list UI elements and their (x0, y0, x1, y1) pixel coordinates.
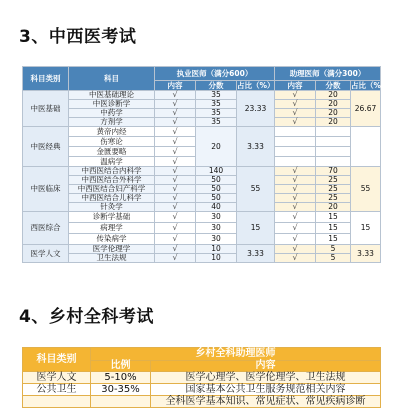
header-content: 内容 (151, 361, 381, 372)
asst-score: 20 (316, 203, 351, 212)
asst-score: 15 (316, 234, 351, 245)
subject-cell: 中西医结合妇产科学 (69, 185, 155, 194)
doc-percent: 23.33 (237, 91, 275, 127)
asst-percent: 26.67 (351, 91, 381, 127)
doc-percent: 55 (237, 167, 275, 212)
doc-score: 10 (196, 245, 237, 254)
asst-score: 20 (316, 100, 351, 109)
doc-score: 20 (196, 127, 237, 167)
header-assistant: 助理医师（满分300） (275, 67, 381, 81)
header-doc-content: 内容 (155, 81, 196, 91)
content-cell: 全科医学基本知识、常见症状、常见疾病诊断 (151, 396, 381, 408)
header-doc-percent: 占比（%） (237, 80, 275, 90)
doc-percent: 15 (237, 212, 275, 245)
asst-percent: 55 (351, 167, 381, 212)
asst-check: √ (275, 118, 316, 127)
subject-cell: 黄帝内经 (69, 127, 155, 137)
header-doctor: 执业医师（满分600） (155, 67, 275, 81)
section-3-heading: 3、中西医考试 (19, 27, 137, 47)
asst-score: 5 (316, 254, 351, 263)
doc-score: 50 (196, 176, 237, 185)
asst-check: √ (275, 254, 316, 263)
subject-cell: 温病学 (69, 157, 155, 167)
doc-check: √ (155, 223, 196, 234)
asst-percent: 15 (351, 212, 381, 245)
category-cell: 西医综合 (23, 212, 69, 245)
doc-score: 40 (196, 203, 237, 212)
asst-empty (316, 127, 351, 137)
content-cell: 国家基本公共卫生服务规范相关内容 (151, 384, 381, 396)
header-asst-score: 分数 (316, 81, 351, 91)
doc-score: 35 (196, 91, 237, 100)
asst-score: 25 (316, 176, 351, 185)
category-cell: 医学人文 (23, 372, 91, 384)
asst-empty (351, 127, 381, 167)
doc-check: √ (155, 254, 196, 263)
content-cell: 医学心理学、医学伦理学、卫生法规 (151, 372, 381, 384)
subject-cell: 中医诊断学 (69, 100, 155, 109)
doc-score: 50 (196, 194, 237, 203)
asst-score: 20 (316, 118, 351, 127)
doc-percent: 3.33 (237, 127, 275, 167)
doc-check: √ (155, 109, 196, 118)
doc-check: √ (155, 127, 196, 137)
doc-check: √ (155, 100, 196, 109)
doc-score: 10 (196, 254, 237, 263)
doc-score: 30 (196, 234, 237, 245)
asst-check: √ (275, 100, 316, 109)
exam-table-rural (22, 347, 381, 408)
header-group-title: 乡村全科助理医师 (91, 348, 381, 361)
doc-score: 35 (196, 118, 237, 127)
header-ratio: 比例 (91, 361, 151, 372)
subject-cell: 诊断学基础 (69, 212, 155, 223)
asst-check: √ (275, 91, 316, 100)
asst-empty (316, 147, 351, 157)
doc-score: 50 (196, 185, 237, 194)
header-category: 科目类别 (23, 348, 91, 372)
doc-score: 30 (196, 212, 237, 223)
doc-check: √ (155, 118, 196, 127)
asst-score: 25 (316, 194, 351, 203)
doc-check: √ (155, 212, 196, 223)
asst-score: 20 (316, 91, 351, 100)
subject-cell: 伤寒论 (69, 137, 155, 147)
asst-score: 25 (316, 185, 351, 194)
subject-cell: 金匮要略 (69, 147, 155, 157)
doc-check: √ (155, 234, 196, 245)
doc-check: √ (155, 147, 196, 157)
subject-cell: 中西医结合外科学 (69, 176, 155, 185)
subject-cell: 中药学 (69, 109, 155, 118)
category-cell: 中医临床 (23, 167, 69, 212)
asst-empty (275, 137, 316, 147)
asst-empty (316, 137, 351, 147)
header-subject: 科目 (69, 67, 155, 91)
ratio-cell: 30-35% (91, 384, 151, 396)
asst-score: 20 (316, 109, 351, 118)
subject-cell: 中西医结合内科学 (69, 167, 155, 176)
asst-score: 70 (316, 167, 351, 176)
doc-score: 35 (196, 100, 237, 109)
asst-empty (316, 157, 351, 167)
doc-check: √ (155, 194, 196, 203)
header-category: 科目类别 (23, 67, 69, 91)
subject-cell: 病理学 (69, 223, 155, 234)
doc-score: 35 (196, 109, 237, 118)
doc-check: √ (155, 185, 196, 194)
subject-cell: 方剂学 (69, 118, 155, 127)
doc-check: √ (155, 157, 196, 167)
asst-check: √ (275, 167, 316, 176)
doc-check: √ (155, 137, 196, 147)
asst-empty (275, 127, 316, 137)
doc-check: √ (155, 91, 196, 100)
doc-check: √ (155, 167, 196, 176)
asst-check: √ (275, 203, 316, 212)
asst-empty (275, 157, 316, 167)
doc-check: √ (155, 203, 196, 212)
header-doc-score: 分数 (196, 81, 237, 91)
category-cell: 医学人文 (23, 245, 69, 263)
asst-check: √ (275, 223, 316, 234)
exam-table-integrated (22, 66, 389, 263)
category-cell: 公共卫生 (23, 384, 91, 396)
ratio-cell: 5-10% (91, 372, 151, 384)
ratio-cell (91, 396, 151, 408)
subject-cell: 医学伦理学 (69, 245, 155, 254)
asst-check: √ (275, 185, 316, 194)
asst-check: √ (275, 245, 316, 254)
asst-score: 15 (316, 212, 351, 223)
header-asst-percent: 占比（%） (351, 80, 389, 90)
asst-check: √ (275, 212, 316, 223)
category-cell (23, 396, 91, 408)
doc-check: √ (155, 176, 196, 185)
doc-score: 140 (196, 167, 237, 176)
header-asst-content: 内容 (275, 81, 316, 91)
doc-percent: 3.33 (237, 245, 275, 263)
asst-empty (275, 147, 316, 157)
doc-score: 30 (196, 223, 237, 234)
subject-cell: 针灸学 (69, 203, 155, 212)
asst-check: √ (275, 234, 316, 245)
subject-cell: 传染病学 (69, 234, 155, 245)
asst-score: 5 (316, 245, 351, 254)
subject-cell: 卫生法规 (69, 254, 155, 263)
subject-cell: 中医基础理论 (69, 91, 155, 100)
asst-percent: 3.33 (351, 245, 381, 263)
asst-score: 15 (316, 223, 351, 234)
subject-cell: 中西医结合儿科学 (69, 194, 155, 203)
category-cell: 中医经典 (23, 127, 69, 167)
asst-check: √ (275, 194, 316, 203)
section-4-heading: 4、乡村全科考试 (19, 307, 154, 327)
asst-check: √ (275, 176, 316, 185)
doc-check: √ (155, 245, 196, 254)
category-cell: 中医基础 (23, 91, 69, 127)
asst-check: √ (275, 109, 316, 118)
